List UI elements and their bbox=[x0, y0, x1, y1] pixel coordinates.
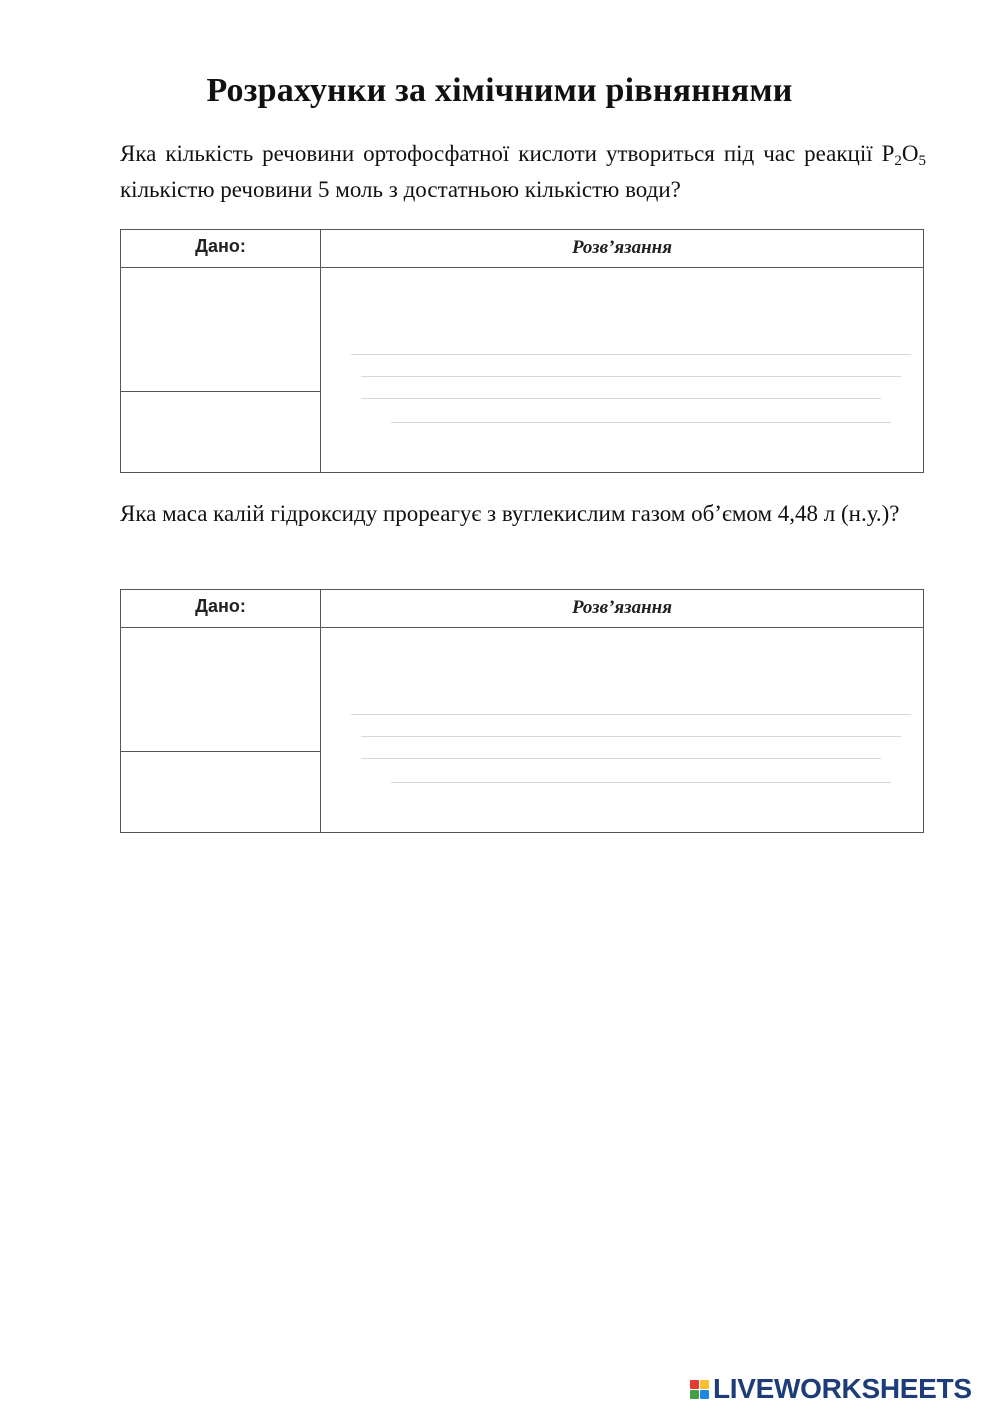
liveworksheets-brand bbox=[690, 1372, 972, 1406]
ghost-line bbox=[351, 714, 911, 715]
question-1-subscript-p: 2 bbox=[894, 153, 902, 169]
question-1-text-before: Яка кількість речовини ортофосфатної кислоти утвориться під час реакції P bbox=[120, 141, 895, 166]
question-1-subscript-o: 5 bbox=[918, 153, 926, 169]
column-divider bbox=[320, 230, 321, 472]
given-split-divider bbox=[121, 391, 320, 392]
brand-name: LIVEWORKSHEETS bbox=[713, 1373, 972, 1404]
answer-table-1 bbox=[120, 229, 924, 473]
answer-table-2 bbox=[120, 589, 924, 833]
page-title: Розрахунки за хімічними рівняннями bbox=[206, 72, 793, 109]
column-divider bbox=[320, 590, 321, 832]
question-1 bbox=[120, 136, 926, 208]
solution-label: Розв’язання bbox=[572, 597, 672, 618]
given-split-divider bbox=[121, 751, 320, 752]
liveworksheets-logo-icon bbox=[690, 1380, 709, 1399]
ghost-line bbox=[391, 782, 891, 783]
given-label: Дано: bbox=[195, 236, 246, 256]
ghost-line bbox=[361, 736, 901, 737]
ghost-line bbox=[351, 354, 911, 355]
ghost-line bbox=[361, 376, 901, 377]
given-label: Дано: bbox=[195, 596, 246, 616]
question-2: Яка маса калій гідроксиду прореагує з вуглекислим газом об’ємом 4,48 л (н.у.)? bbox=[120, 501, 900, 526]
solution-label: Розв’язання bbox=[572, 237, 672, 258]
logo-square bbox=[700, 1390, 709, 1399]
logo-square bbox=[690, 1390, 699, 1399]
question-1-text-after: кількістю речовини 5 моль з достатньою кількістю води? bbox=[120, 177, 681, 202]
ghost-line bbox=[361, 758, 881, 759]
header-divider bbox=[121, 267, 923, 268]
question-1-text-mid: O bbox=[901, 141, 919, 166]
logo-square bbox=[690, 1380, 699, 1389]
ghost-line bbox=[391, 422, 891, 423]
logo-square bbox=[700, 1380, 709, 1389]
header-divider bbox=[121, 627, 923, 628]
ghost-line bbox=[361, 398, 881, 399]
